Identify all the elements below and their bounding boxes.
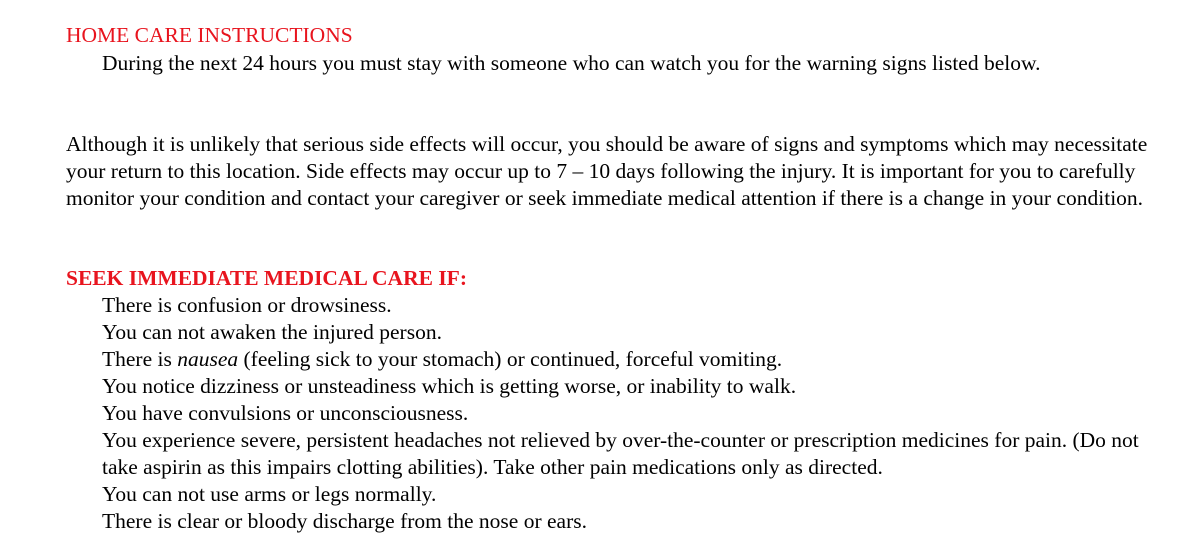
warning-sign-text: There is xyxy=(102,347,178,371)
warning-paragraph: Although it is unlikely that serious side effects will occur, you should be aware of signs and symptoms which may necessitate your return to this location. Side effects may occur up to 7 – 10 days following the injury. It is important for you to carefully monitor your condition and contact your caregiver or seek immediate medical attention if there is a change in your condition. xyxy=(66,132,1148,210)
warning-sign-item: You can not use arms or legs normally. xyxy=(102,482,437,506)
warning-sign-item xyxy=(102,346,1162,373)
home-care-intro: During the next 24 hours you must stay with someone who can watch you for the warning signs listed below. xyxy=(102,51,1041,75)
warning-sign-text: (feeling sick to your stomach) or continued, forceful vomiting. xyxy=(238,347,783,371)
home-care-heading: HOME CARE INSTRUCTIONS xyxy=(66,23,353,47)
warning-sign-item: You can not awaken the injured person. xyxy=(102,320,442,344)
warning-sign-item: You have convulsions or unconsciousness. xyxy=(102,401,469,425)
warning-sign-item: There is confusion or drowsiness. xyxy=(102,293,392,317)
nausea-term: nausea xyxy=(177,347,239,371)
warning-sign-item: You experience severe, persistent headaches not relieved by over-the-counter or prescription medicines for pain. (Do not take aspirin as this impairs clotting abilities). Take other pain medications only as directed. xyxy=(102,428,1139,479)
warning-sign-item: There is clear or bloody discharge from the nose or ears. xyxy=(102,509,587,533)
warning-sign-item: You notice dizziness or unsteadiness which is getting worse, or inability to walk. xyxy=(102,374,797,398)
warning-signs-list xyxy=(102,292,1162,535)
seek-care-heading: SEEK IMMEDIATE MEDICAL CARE IF: xyxy=(66,266,467,290)
